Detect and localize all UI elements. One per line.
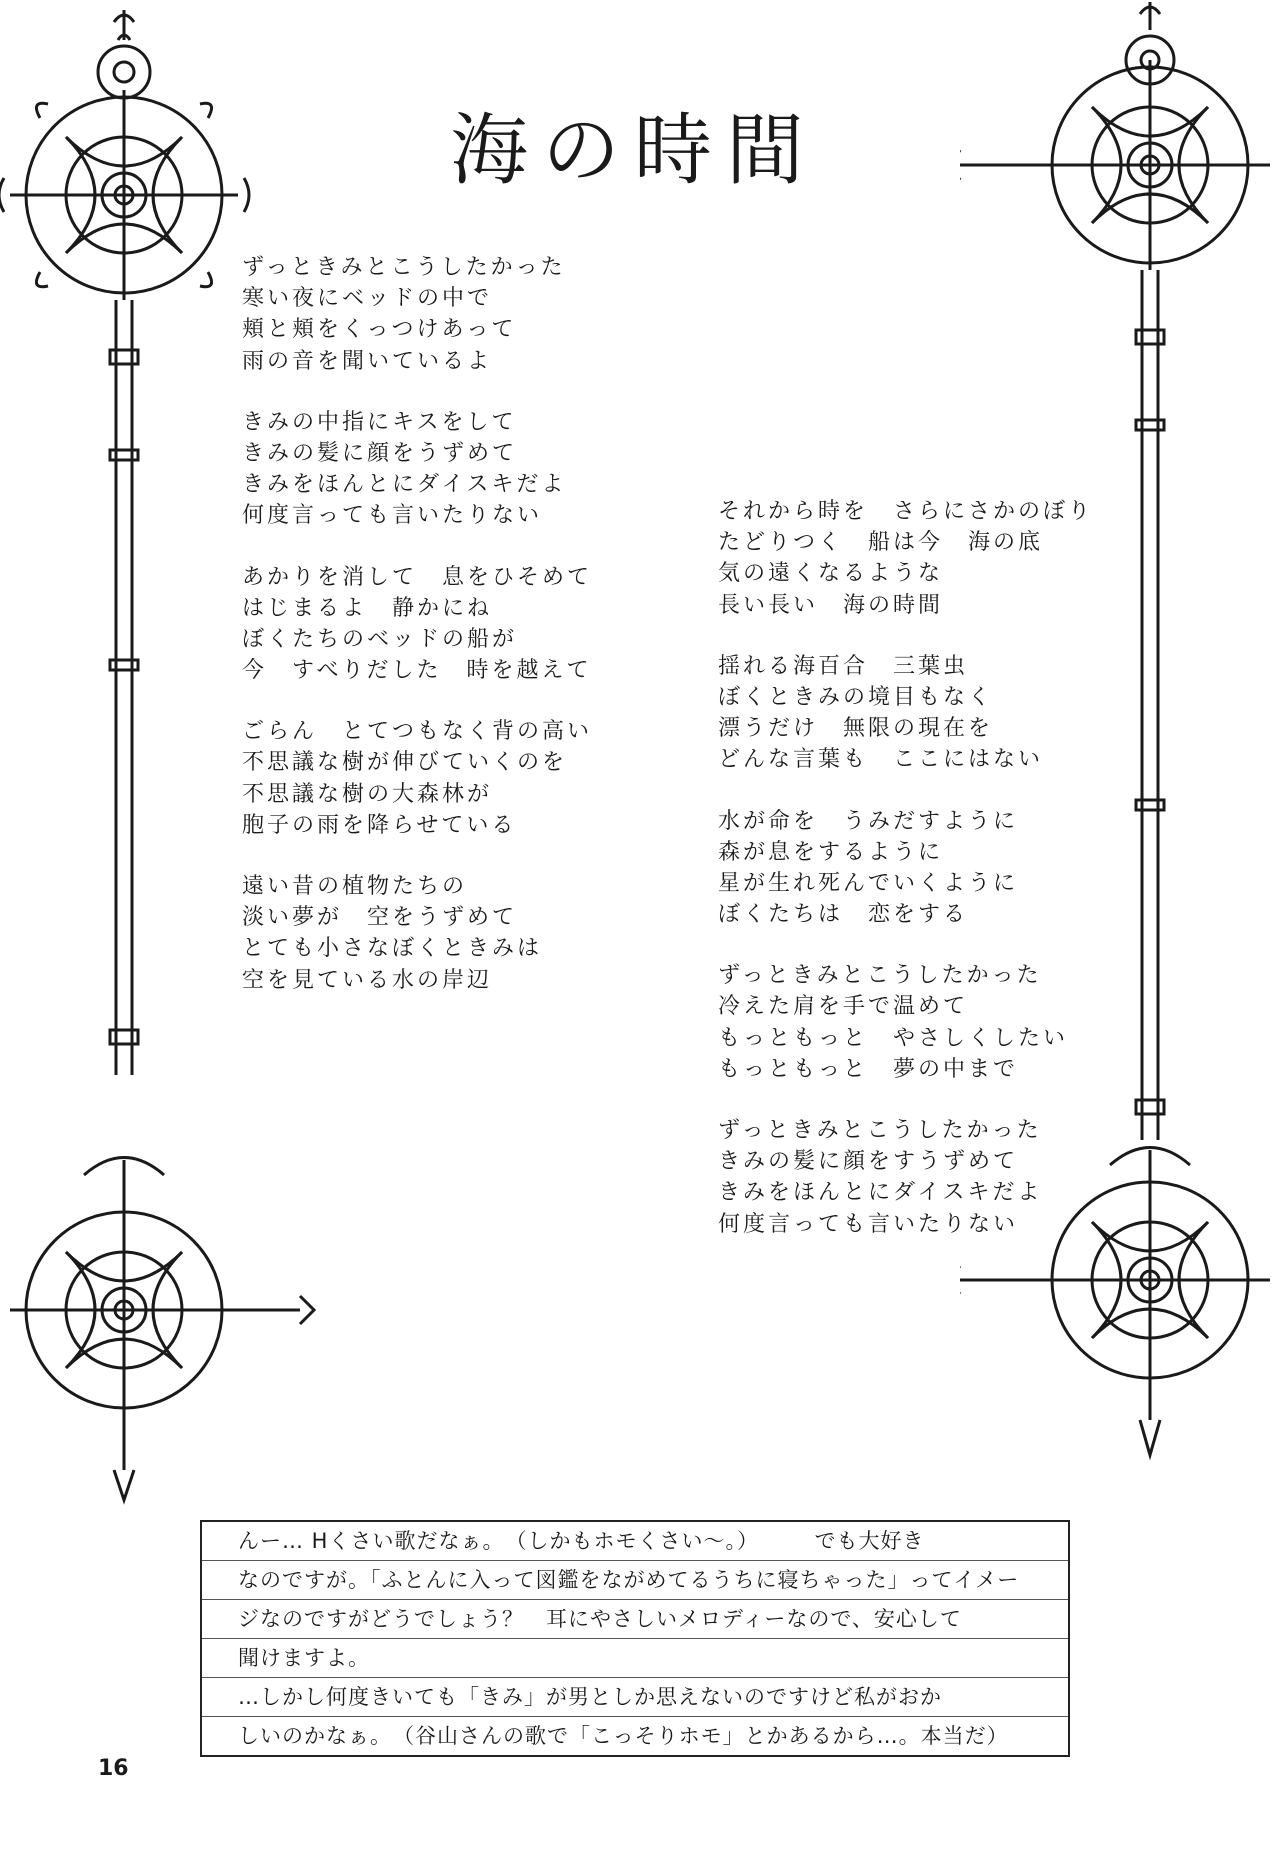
memo-line: 聞けますよ。 [202,1639,1068,1678]
lyric-line: ずっときみとこうしたかった [242,255,566,280]
lyric-line: きみの中指にキスをして [242,409,517,435]
stanza [718,1115,1093,1240]
lyric-line: 揺れる海百合 三葉虫 [718,653,969,679]
lyric-line: 空を見ている水の岸辺 [242,967,493,993]
stanza [718,960,1093,1085]
memo-line: …しかし何度きいても「きみ」が男としか思えないのですけど私がおか [202,1678,1068,1717]
lyric-line: どんな言葉も ここにはない [718,747,1044,773]
lyric-line: ぼくたちは 恋をする [718,902,969,928]
lyrics-right-column [718,496,1093,1270]
stanza [242,407,592,532]
stanza [718,806,1093,931]
lyric-line: ぼくときみの境目もなく [718,684,994,710]
lyric-line: 不思議な樹の大森林が [242,781,493,807]
lyric-line: とても小さなぼくときみは [242,936,543,962]
lyric-line: あかりを消して 息をひそめて [242,564,593,590]
lyric-line: 長い長い 海の時間 [718,592,944,618]
lyric-line: もっともっと やさしくしたい [718,1025,1069,1051]
lyric-line: 何度言っても言いたりない [718,1211,1019,1237]
stanza [242,716,592,841]
lyric-line: 頬と頬をくっつけあって [242,317,517,343]
page-title: 海の時間 [450,106,819,196]
lyric-line: きみの髪に顔をすうずめて [718,1149,1019,1175]
stanza [242,871,592,996]
lyric-line: きみをほんとにダイスキだよ [718,1180,1043,1206]
memo-line: んー… Hくさい歌だなぁ。 （しかもホモくさい〜。） でも大好き [202,1522,1068,1561]
stanza [242,252,592,377]
lyric-line: 淡い夢が 空をうずめて [242,905,518,931]
lyric-line: きみをほんとにダイスキだよ [242,472,567,498]
lyric-line: 遠い昔の植物たちの [242,874,468,899]
memo-line: なのですが。「ふとんに入って図鑑をながめてるうちに寝ちゃった」ってイメー [202,1561,1068,1600]
stanza [242,562,592,687]
lyric-line: 漂うだけ 無限の現在を [718,716,994,742]
lyric-line: ずっときみとこうしたかった [718,1118,1042,1143]
memo-line: しいのかなぁ。 （谷山さんの歌で「こっそりホモ」とかあるから…。本当だ） [238,1724,1009,1748]
lyric-line: 寒い夜にベッドの中で [242,286,493,312]
lyric-line: 胞子の雨を降らせている [242,812,517,838]
lyric-line: それから時を さらにさかのぼり [718,499,1094,524]
stanza [718,651,1093,776]
lyric-line: ごらん とてつもなく背の高い [242,719,593,745]
lyric-line: はじまるよ 静かにね [242,595,493,621]
lyric-line: もっともっと 夢の中まで [718,1056,1019,1082]
lyric-line: 森が息をするように [718,839,944,865]
lyric-line: 水が命を うみだすように [718,808,1019,834]
lyric-line: きみの髪に顔をうずめて [242,440,518,466]
lyric-line: 星が生れ死んでいくように [718,870,1019,896]
stanza [718,496,1093,621]
lyric-line: 気の遠くなるような [718,561,944,587]
lyric-line: 何度言っても言いたりない [242,503,543,529]
handwritten-memo-box [200,1520,1070,1757]
page-number: 16 [98,1756,129,1781]
lyric-line: 雨の音を聞いているよ [242,348,493,374]
lyric-line: 今 すべりだした 時を越えて [242,658,592,684]
lyric-line: 不思議な樹が伸びていくのを [242,750,568,776]
lyric-line: 冷えた肩を手で温めて [718,994,969,1020]
memo-line: ジなのですがどうでしょう？ 耳にやさしいメロディーなので、安心して [202,1600,1068,1639]
lyric-line: たどりつく 船は今 海の底 [718,530,1044,556]
lyrics-left-column [242,252,592,1026]
lyric-line: ずっときみとこうしたかった [718,963,1042,989]
lyric-line: ぼくたちのベッドの船が [242,626,518,652]
